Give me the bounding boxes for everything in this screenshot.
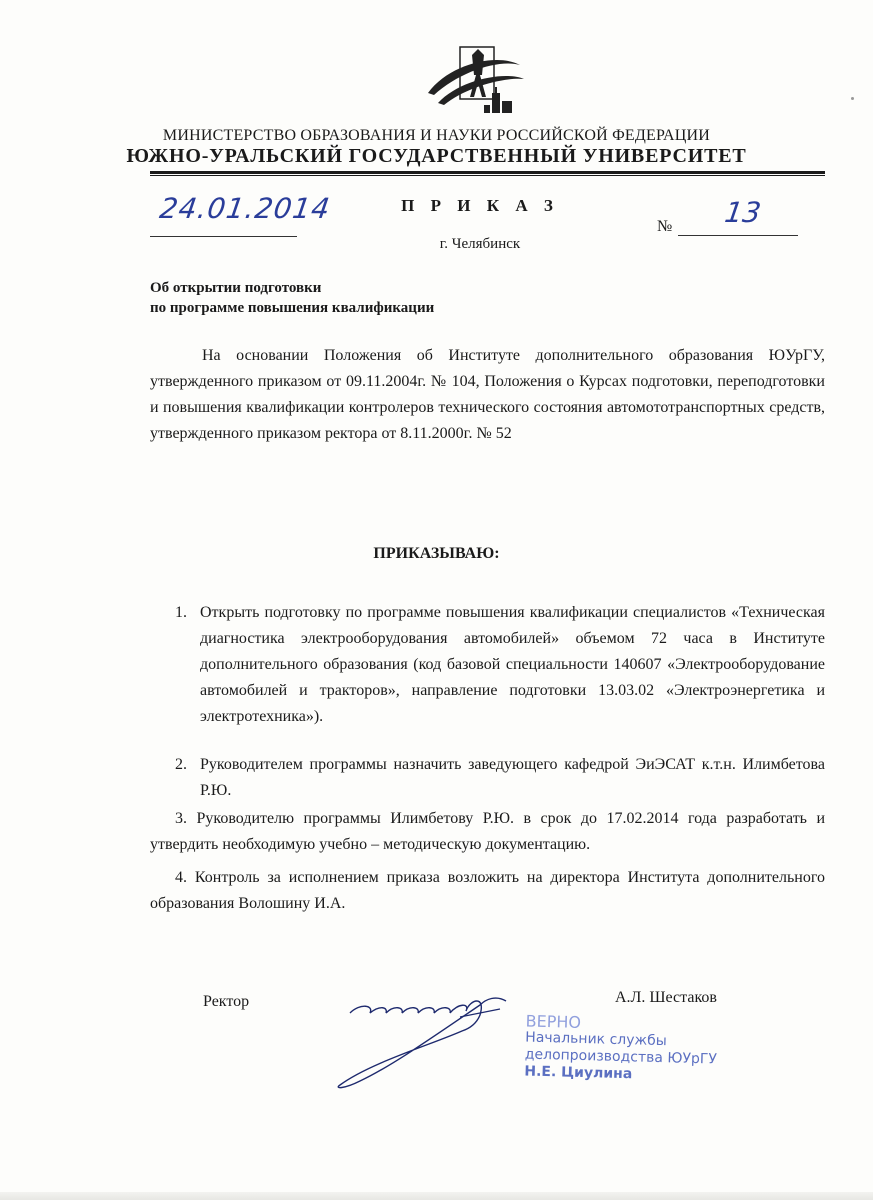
certification-stamp (524, 1012, 718, 1085)
order-item-4 (150, 865, 825, 917)
decree-heading: ПРИКАЗЫВАЮ: (373, 545, 500, 562)
item-number: 1. (175, 604, 187, 621)
header-divider-thin (150, 175, 825, 176)
order-number-label: № (657, 218, 673, 235)
order-item-1 (150, 600, 825, 730)
stamp-line-4: Н.Е. Циулина (524, 1063, 633, 1083)
subject-line-2: по программе повышения квалификации (150, 300, 435, 316)
preamble-paragraph: На основании Положения об Институте дополнительного образования ЮУрГУ, утвержденного приказом от 09.11.2004г. № 104, Положения о Курсах подготовки, переподготовки и повышения квалификации контролеров технического состояния автомототранспортных средств, утвержденного приказом ректора от 8.11.2000г. № 52 (150, 347, 825, 442)
scan-speck (851, 97, 854, 100)
order-subject (150, 278, 434, 318)
stamp-line-3: делопроизводства ЮУрГУ (524, 1046, 718, 1068)
date-underline (150, 236, 297, 237)
item-number: 2. (175, 756, 187, 773)
signatory-name: А.Л. Шестаков (615, 989, 717, 1006)
item-number: 4. (175, 869, 187, 886)
order-date: 24.01.2014 (157, 192, 333, 225)
handwritten-signature (330, 985, 520, 1095)
header-divider (150, 171, 825, 174)
order-city: г. Челябинск (439, 236, 521, 252)
scan-bottom-edge (0, 1192, 873, 1200)
stamp-line-2: Начальник службы (525, 1029, 667, 1050)
university-name: ЮЖНО-УРАЛЬСКИЙ ГОСУДАРСТВЕННЫЙ УНИВЕРСИТЕТ (126, 145, 747, 167)
item-number: 3. (175, 810, 187, 827)
order-item-2 (150, 752, 825, 804)
stamp-line-1: ВЕРНО (525, 1011, 582, 1032)
order-title: П Р И К А З (401, 196, 559, 215)
ministry-name: МИНИСТЕРСТВО ОБРАЗОВАНИЯ И НАУКИ РОССИЙСКОЙ ФЕДЕРАЦИИ (162, 127, 711, 144)
signatory-position: Ректор (203, 993, 250, 1010)
university-logo (420, 45, 530, 120)
item-text: Открыть подготовку по программе повышения квалификации специалистов «Техническая диагностика электрооборудования автомобилей» объемом 72 часа в Институте дополнительного образования (код базовой специальности 140607 «Электрооборудование автомобилей и тракторов», направление подготовки 13.03.02 «Электроэнергетика и электротехника»). (200, 604, 825, 725)
subject-line-1: Об открытии подготовки (150, 280, 322, 296)
item-text: Руководителю программы Илимбетову Р.Ю. в срок до 17.02.2014 года разработать и утвердить необходимую учебно – методическую документацию. (150, 810, 826, 853)
number-underline (678, 235, 798, 236)
item-text: Контроль за исполнением приказа возложить на директора Института дополнительного образования Волошину И.А. (150, 869, 826, 912)
order-number: 13 (722, 196, 763, 229)
item-text: Руководителем программы назначить заведующего кафедрой ЭиЭСАТ к.т.н. Илимбетова Р.Ю. (200, 756, 825, 799)
order-item-3 (150, 806, 825, 858)
